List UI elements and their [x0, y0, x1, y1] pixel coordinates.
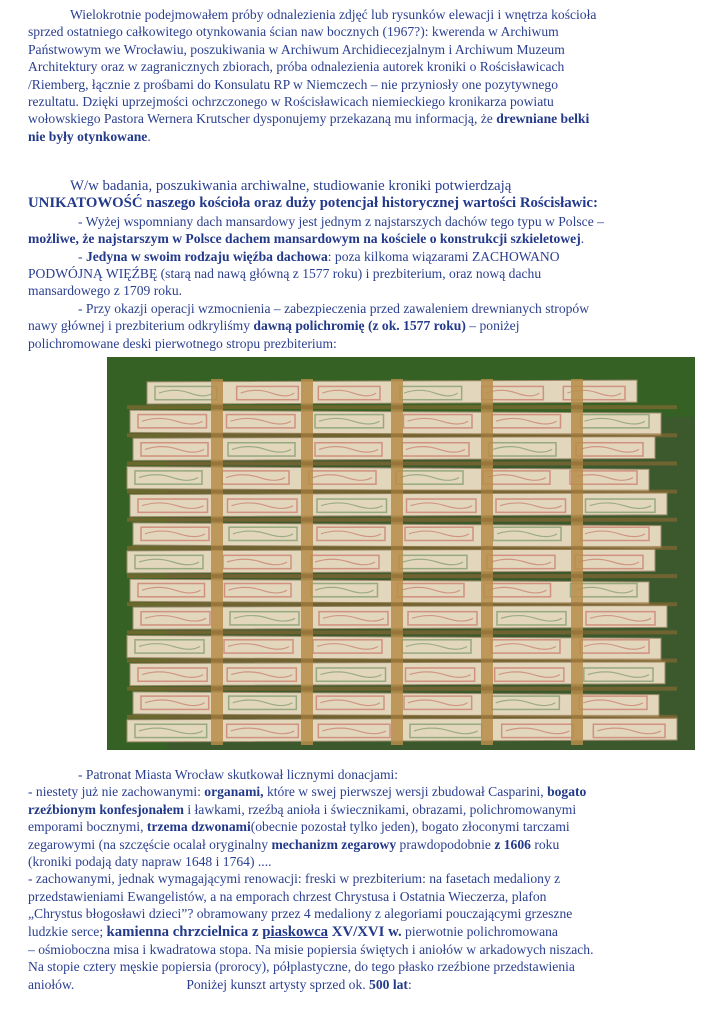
research-line: - Wyżej wspomniany dach mansardowy jest jednym z najstarszych dachów tego typu w Polsce – — [78, 213, 604, 229]
research-line: mansardowego z 1709 roku. — [28, 283, 183, 299]
patronage-bold-underline: piaskowca — [262, 923, 329, 940]
research-text: : poza kilkoma wiązarami ZACHOWANO — [327, 248, 560, 264]
patronage-bold: rzeźbionym konfesjonałem — [28, 801, 184, 817]
patronage-line — [28, 976, 704, 993]
patronage-bold: 500 lat — [369, 976, 408, 992]
patronage-bold: mechanizm zegarowy — [271, 836, 397, 852]
intro-paragraph — [28, 6, 704, 145]
patronage-bold: XV/XVI w. — [328, 923, 402, 940]
patronage-text: aniołów. — [28, 976, 75, 992]
research-line — [28, 317, 704, 334]
research-bold: Jedyna w swoim rodzaju więźba dachowa — [85, 248, 328, 264]
intro-line: Państwowym we Wrocławiu, poszukiwania w Archiwum Archidiecezjalnym i Archiwum Muzeum — [28, 41, 565, 57]
intro-text: . — [147, 128, 151, 144]
patronage-line: (kroniki podają daty napraw 1648 i 1764) .... — [28, 854, 272, 870]
patronage-text: prawdopodobnie — [396, 836, 495, 852]
patronage-line: – ośmioboczna misa i kwadratowa stopa. Na misie popiersia świętych i aniołów w arkadowych niszach. — [28, 942, 594, 958]
research-text: nawy głównej i prezbiterium odkryliśmy — [28, 318, 254, 334]
board-seam — [127, 461, 677, 465]
intro-bold: drewniane belki — [496, 111, 590, 127]
intro-text: wołowskiego Pastora Wernera Krutscher dysponujemy przekazaną mu informacją, że — [28, 111, 497, 127]
intro-line — [28, 128, 704, 145]
patronage-text: pierwotnie polichromowana — [401, 923, 558, 939]
patronage-bold: bogato — [547, 784, 587, 800]
polychrome-boards-photo — [107, 357, 695, 750]
patronage-line: „Chrystus błogosławi dzieci”? obramowany przez 4 medaliony z alegoriami pouczającymi grzeszne — [28, 906, 573, 922]
intro-line: rezultatu. Dzięki uprzejmości ochrzczonego w Rościsławicach niemieckiego kronikarza powiatu — [28, 94, 554, 110]
research-bold: możliwe, że najstarszym w Polsce dachem mansardowym na kościele o konstrukcji szkieletowej — [28, 231, 581, 247]
intro-bold: nie były otynkowane — [28, 128, 148, 144]
board-seam — [127, 630, 677, 634]
patronage-text: - niestety już nie zachowanymi: — [28, 784, 205, 800]
board-seam — [127, 433, 677, 437]
research-line: W/w badania, poszukiwania archiwalne, studiowanie kroniki potwierdzają — [70, 178, 512, 194]
intro-line: Architektury oraz w zagranicznych zbiorach, próba odnalezienia autorek kroniki o Rościsławicach — [28, 59, 565, 75]
patronage-line — [28, 818, 704, 835]
patronage-line: - zachowanymi, jednak wymagającymi renowacji: freski w prezbiterium: na fasetach medaliony z — [28, 871, 561, 887]
patronage-text: roku — [530, 836, 560, 852]
research-text: . — [580, 231, 585, 247]
patronage-text: zegarowymi (na szczęście ocalał oryginalny — [28, 836, 272, 852]
patronage-line: Na stopie cztery męskie popiersia (prorocy), półplastyczne, do tego płasko rzeźbione przedstawienia — [28, 959, 575, 975]
patronage-bold: kamienna chrzcielnica z — [106, 923, 263, 940]
patronage-text: emporami bocznymi, — [28, 819, 147, 835]
patronage-text: Poniżej kunszt artysty sprzed ok. — [186, 976, 370, 992]
research-line: polichromowane deski pierwotnego stropu prezbiterium: — [28, 335, 337, 351]
board-seam — [127, 574, 677, 578]
research-paragraph — [28, 178, 704, 352]
intro-line: /Riemberg, łącznie z prośbami do Konsulatu RP w Niemczech – nie przyniosły one pozytywnego — [28, 76, 559, 92]
research-line — [28, 248, 704, 265]
patronage-text: i ławkami, rzeźbą anioła i świecznikami, obrazami, polichromowanymi — [183, 801, 577, 817]
research-line: PODWÓJNĄ WIĘŹBĘ (starą nad nawą główną z 1577 roku) i prezbiterium, oraz nową dachu — [28, 266, 542, 282]
patronage-paragraph — [28, 766, 704, 993]
patronage-line: przedstawieniami Ewangelistów, a na emporach chrzest Chrystusa i Ostatnia Wieczerza, plafon — [28, 888, 547, 904]
board-seam — [127, 659, 677, 663]
research-line: - Przy okazji operacji wzmocnienia – zabezpieczenia przed zawaleniem drewnianych stropów — [78, 300, 590, 316]
board-seam — [127, 602, 677, 606]
patronage-line — [28, 783, 704, 800]
research-text: – poniżej — [465, 318, 520, 334]
patronage-line — [28, 801, 704, 818]
intro-line — [28, 110, 704, 127]
research-heading — [28, 195, 704, 212]
research-line — [28, 230, 704, 247]
patronage-bold: z 1606 — [494, 836, 531, 852]
patronage-text: które w swej pierwszej wersji zbudował Casparini, — [263, 784, 548, 800]
board-seam — [127, 518, 677, 522]
board-seam — [127, 687, 677, 691]
patronage-text: : — [407, 976, 412, 992]
patronage-line — [28, 836, 704, 853]
patronage-bold: trzema dzwonami — [146, 819, 251, 835]
board-seam — [127, 715, 677, 719]
intro-line: Wielokrotnie podejmowałem próby odnalezienia zdjęć lub rysunków elewacji i wnętrza kościoła — [70, 7, 597, 22]
board-seam — [127, 546, 677, 550]
uniqueness-heading: UNIKATOWOŚĆ naszego kościoła oraz duży potencjał historycznej wartości Rościsławic: — [28, 195, 598, 212]
patronage-line — [28, 923, 704, 941]
board-seam — [127, 490, 677, 494]
patronage-text: ludzkie serce; — [28, 923, 107, 939]
boards-image — [107, 357, 695, 750]
research-bold: dawną polichromię (z ok. 1577 roku) — [253, 318, 466, 334]
research-text: - — [78, 248, 86, 264]
patronage-text: (obecnie pozostał tylko jeden), bogato złoconymi tarczami — [250, 819, 570, 835]
patronage-line: - Patronat Miasta Wrocław skutkował licznymi donacjami: — [78, 767, 399, 782]
intro-line: sprzed ostatniego całkowitego otynkowania ścian naw bocznych (1967?): kwerenda w Archiwum — [28, 24, 559, 40]
board-seam — [127, 405, 677, 409]
patronage-bold: organami, — [204, 784, 264, 800]
